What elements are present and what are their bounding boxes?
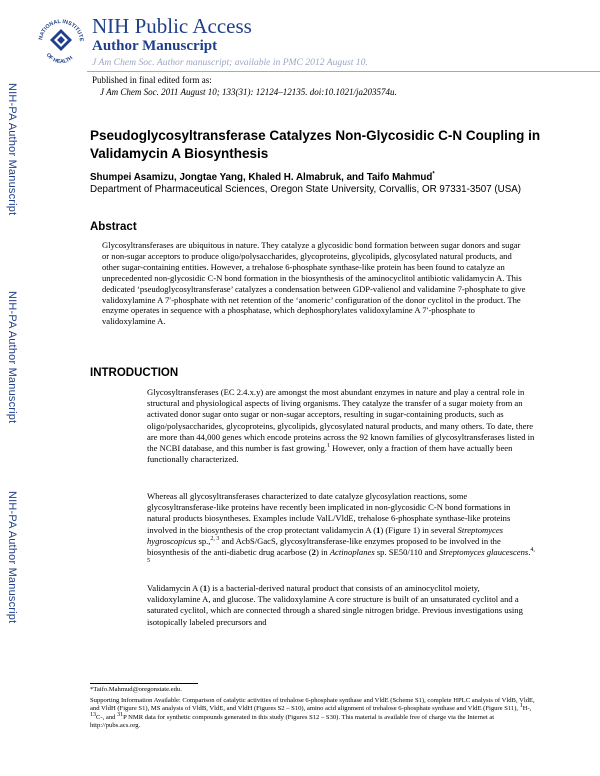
intro-paragraph-2: Whereas all glycosyltransferases characterized to date catalyze glycosylation reactions, some glycosyltransferase-like proteins have recently been implicated in non-glycosidic C-N bond formations in natural products biosyntheses. Examples include ValL/VldE, trehalose 6-phosphate synthase-like proteins involved in the biosynthesis of the crop protectant validamycin A (1) (Figure 1) in several Streptomyces hygroscopicus sp.,$^{2, 3}$ and AcbS/GacS, glycosyltransferase-like enzymes proposed to be involved in the biosynthesis of the anti-diabetic drug acarbose (2) in Actinoplanes sp. SE50/110 and Streptomyces glaucescens.$^{4, 5}$ bbox=[147, 491, 535, 565]
header-divider bbox=[87, 71, 600, 72]
sidebar-label-1: NIH-PA Author Manuscript bbox=[6, 82, 18, 216]
sidebar-label-3: NIH-PA Author Manuscript bbox=[6, 490, 18, 624]
intro-paragraph-1: Glycosyltransferases (EC 2.4.x.y) are amongst the most abundant enzymes in nature and play a central role in structural and physiological aspects of living organisms. They catalyze the transfer of a sugar moiety from an activated donor sugar onto sugar or non-sugar acceptors, resulting in sugar-containing products, such as oligo/polysaccharides, glycoproteins, glycolipids, glycosylated natural products, and many others. To date, there are more than 44,000 genes which encode proteins across the 92 known families of glycosyltransferases listed in the NCBI database, and this number is fast growing.$^1$ However, only a fraction of them have actually been functionally characterized. bbox=[147, 387, 535, 465]
footnote-divider bbox=[90, 683, 198, 684]
author-manuscript-label: Author Manuscript bbox=[92, 38, 218, 54]
svg-text:OF HEALTH: OF HEALTH bbox=[44, 52, 75, 66]
abstract-text: Glycosyltransferases are ubiquitous in nature. They catalyze a glycosidic bond formation between sugar donors and sugar or non-sugar acceptors to produce oligo/polysaccharides, glycoproteins, glycolipids, glycosylated natural products, and other sugar-containing entities. However, a trehalose 6-phosphate synthase-like protein has been found to catalyze an unprecedented non-glycosidic C-N bond formation in the biosynthesis of the aminocyclitol antibiotic validamycin A. This dedicated ‘pseudoglycosyltransferase’ catalyzes a condensation between GDP-valienol and validamine 7-phosphate to give validoxylamine A 7′-phosphate with net retention of the ‘anomeric’ configuration of the donor cyclitol in the product. The enzyme operates in sequence with a phosphatase, which dephosphorylates validoxylamine A 7′-phosphate to validoxylamine A. bbox=[102, 240, 526, 327]
abstract-heading: Abstract bbox=[90, 221, 137, 233]
svg-text:NATIONAL INSTITUTES: NATIONAL INSTITUTE bbox=[38, 18, 85, 42]
footnote-supporting-info: Supporting Information Available: Comparison of catalytic activities of trehalose 6-phosphate synthase and VldE (Scheme S1), complete HPLC analysis of VldB, VldE, and VldH (Figure S1), MS analysis of VldB, VldE, and VldH (Figures S2 – S10), amino acid alignment of trehalose 6-phosphate synthase and VldE (Figure S11), $^1$H-, $^{13}$C-, and $^{31}$P NMR data for synthetic compounds generated in this study (Figures S12 – S30). This material is available free of charge via the Internet at http://pubs.acs.org. bbox=[90, 697, 535, 729]
author-block bbox=[90, 172, 550, 196]
introduction-heading: INTRODUCTION bbox=[90, 367, 179, 379]
nih-logo bbox=[35, 14, 87, 66]
sidebar-label-2: NIH-PA Author Manuscript bbox=[6, 290, 18, 424]
article-title: Pseudoglycosyltransferase Catalyzes Non-Glycosidic C-N Coupling in Validamycin A Biosynthesis bbox=[90, 128, 541, 161]
author-names: Shumpei Asamizu, Jongtae Yang, Khaled H. Almabruk, and Taifo Mahmud* bbox=[90, 171, 435, 183]
publication-info bbox=[92, 74, 397, 98]
manuscript-availability-note: J Am Chem Soc. Author manuscript; available in PMC 2012 August 10. bbox=[92, 57, 368, 68]
footnote-email: *Taifo.Mahmud@oregonstate.edu. bbox=[90, 686, 182, 693]
intro-paragraph-3: Validamycin A (1) is a bacterial-derived natural product that consists of an aminocyclitol moiety, validoxylamine A, and glucose. The validoxylamine A core structure is built of an unsaturated cyclitol and a saturated cyclitol, which are connected through a shared single nitrogen bridge. Previous investigations using isotopically labeled precursors and bbox=[147, 583, 523, 627]
nih-public-access-title: NIH Public Access bbox=[92, 14, 252, 38]
affiliation: Department of Pharmaceutical Sciences, Oregon State University, Corvallis, OR 97331-3507 (USA) bbox=[90, 184, 522, 195]
citation: J Am Chem Soc. 2011 August 10; 133(31): 12124–12135. doi:10.1021/ja203574u. bbox=[100, 87, 397, 97]
published-label: Published in final edited form as: bbox=[92, 75, 212, 85]
